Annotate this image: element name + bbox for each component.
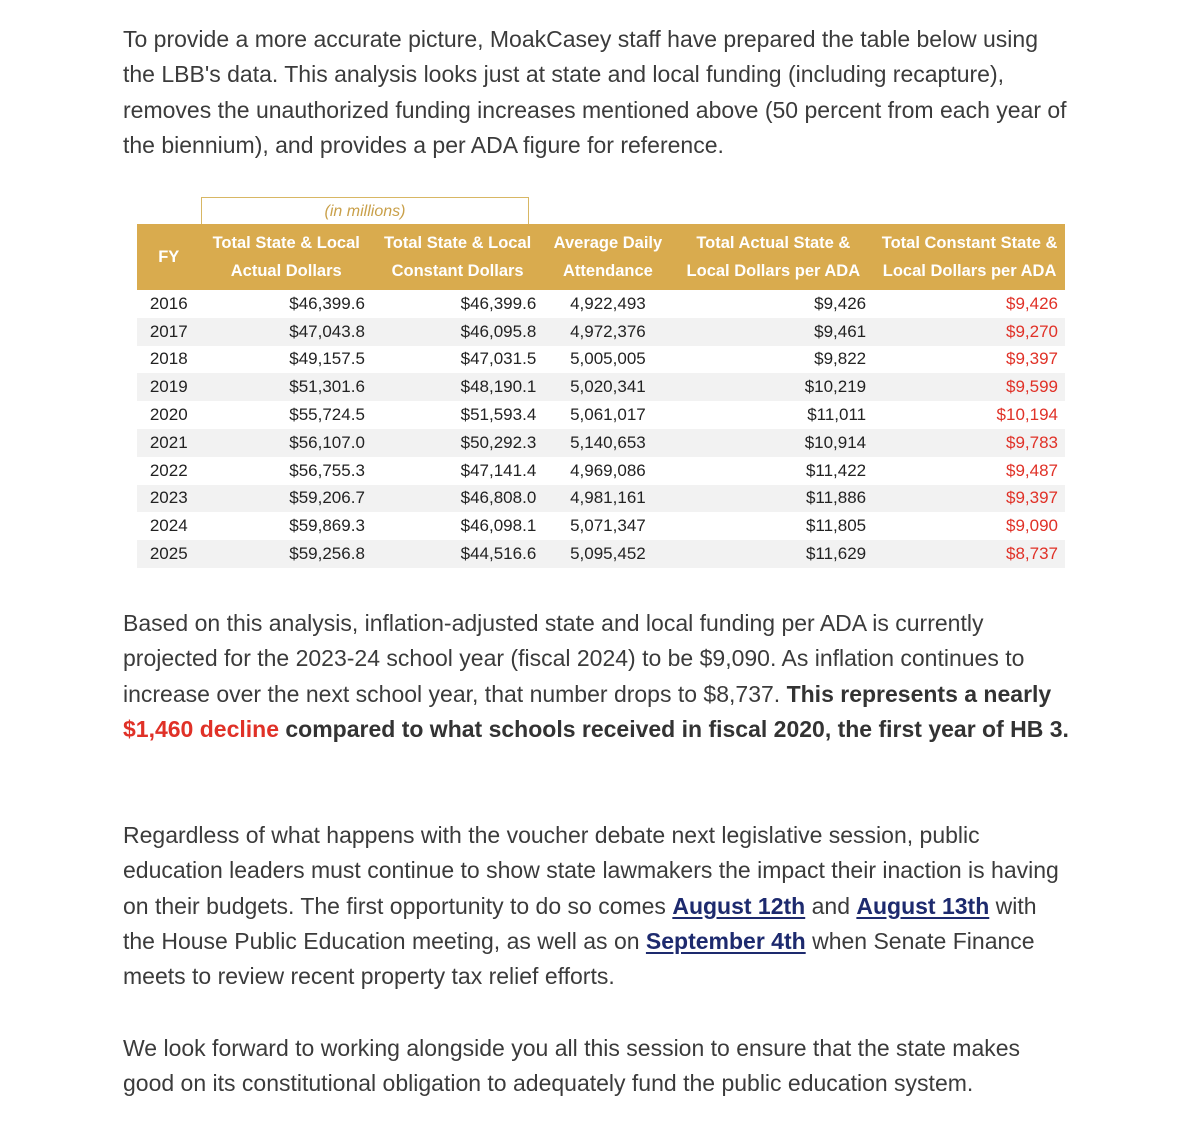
cell-actual: $51,301.6 <box>289 377 365 397</box>
cell-per-actual: $11,886 <box>805 488 867 508</box>
august-13-link[interactable]: August 13th <box>856 892 990 919</box>
cell-ada: 5,061,017 <box>570 405 646 425</box>
table-row <box>137 346 1065 374</box>
cell-per-actual: $10,914 <box>804 432 867 452</box>
cell-actual: $46,399.6 <box>289 293 365 313</box>
cell-per-actual: $9,461 <box>814 321 867 341</box>
cell-per-constant: $10,194 <box>996 405 1058 425</box>
cell-per-actual: $9,426 <box>814 293 867 313</box>
cell-per-actual: $11,011 <box>807 405 867 425</box>
header-constant-per-ada: Total Constant State & Local Dollars per ADA <box>881 234 1058 280</box>
september-4-link[interactable]: September 4th <box>645 927 806 954</box>
cell-actual: $55,724.5 <box>289 405 365 425</box>
table-row <box>137 373 1065 401</box>
cell-constant: $47,141.4 <box>460 460 537 480</box>
cell-constant: $46,098.1 <box>460 516 537 536</box>
cell-per-actual: $11,805 <box>805 516 867 536</box>
cell-per-constant: $9,397 <box>1006 349 1058 369</box>
analysis-bold-start: This represents a nearly <box>786 680 1052 707</box>
cell-per-constant: $9,090 <box>1006 516 1058 536</box>
header-actual-per-ada: Total Actual State & Local Dollars per ADA <box>686 234 861 280</box>
cell-constant: $47,031.5 <box>460 349 537 369</box>
cell-ada: 5,140,653 <box>570 432 646 452</box>
cell-ada: 5,071,347 <box>570 516 646 536</box>
cell-constant: $44,516.6 <box>460 544 537 564</box>
intro-paragraph: To provide a more accurate picture, MoakCasey staff have prepared the table below using the LBB's data. This analysis looks just at state and local funding (including recapture), removes the unauthorized funding increases mentioned above (50 percent from each year of the biennium), and provides a per ADA figure for reference. <box>123 26 1067 158</box>
table-row <box>137 457 1065 485</box>
cell-ada: 5,005,005 <box>570 349 646 369</box>
cell-actual: $47,043.8 <box>289 321 365 341</box>
closing-paragraph: We look forward to working alongside you all this session to ensure that the state makes good on its constitutional obligation to adequately fund the public education system. <box>123 1035 1021 1097</box>
cell-per-constant: $9,270 <box>1006 321 1058 341</box>
cell-constant: $46,095.8 <box>460 321 537 341</box>
cell-constant: $51,593.4 <box>460 405 537 425</box>
funding-table <box>137 224 1065 568</box>
cell-ada: 4,922,493 <box>570 293 646 313</box>
cell-actual: $59,256.8 <box>289 544 365 564</box>
cell-fy: 2020 <box>149 405 188 425</box>
cell-fy: 2018 <box>149 349 188 369</box>
cell-ada: 5,020,341 <box>570 377 646 397</box>
cell-actual: $49,157.5 <box>289 349 365 369</box>
cell-fy: 2017 <box>149 321 188 341</box>
cell-per-actual: $9,822 <box>814 349 867 369</box>
table-row <box>137 540 1065 568</box>
cell-per-constant: $9,599 <box>1006 377 1058 397</box>
analysis-bold-end: compared to what schools received in fiscal 2020, the first year of HB 3. <box>279 715 1069 742</box>
cell-fy: 2022 <box>149 460 188 480</box>
cell-per-constant: $9,487 <box>1006 460 1058 480</box>
header-average-daily-attendance: Average Daily Attendance <box>553 234 663 280</box>
table-unit-note: (in millions) <box>201 197 529 224</box>
cell-ada: 5,095,452 <box>570 544 646 564</box>
header-actual-dollars: Total State & Local Actual Dollars <box>212 234 360 280</box>
header-fy: FY <box>158 248 180 266</box>
table-row <box>137 401 1065 429</box>
cell-fy: 2023 <box>149 488 188 508</box>
cell-constant: $46,808.0 <box>460 488 537 508</box>
cell-per-constant: $9,397 <box>1006 488 1058 508</box>
cell-fy: 2019 <box>149 377 188 397</box>
table-row <box>137 318 1065 346</box>
regardless-text-3: with the House Public Education meeting, as well as on <box>123 892 1037 954</box>
cell-actual: $56,107.0 <box>289 432 365 452</box>
cell-fy: 2016 <box>149 293 188 313</box>
cell-fy: 2021 <box>149 432 188 452</box>
cell-per-constant: $9,783 <box>1006 432 1058 452</box>
cell-actual: $59,206.7 <box>289 488 365 508</box>
august-12-link[interactable]: August 12th <box>672 892 806 919</box>
cell-per-actual: $11,629 <box>805 544 867 564</box>
cell-per-actual: $11,422 <box>805 460 867 480</box>
table-header-row <box>137 224 1065 290</box>
table-row <box>137 512 1065 540</box>
cell-constant: $46,399.6 <box>460 293 537 313</box>
analysis-text: Based on this analysis, inflation-adjusted state and local funding per ADA is currently projected for the 2023-24 school year (fiscal 2024) to be $9,090. As inflation continues to increase over the next school year, that number drops to $8,737. <box>123 610 1025 707</box>
regardless-text-4: when Senate Finance meets to review recent property tax relief efforts. <box>123 927 1035 990</box>
cell-ada: 4,969,086 <box>570 460 646 480</box>
table-row <box>137 485 1065 513</box>
cell-constant: $50,292.3 <box>460 432 537 452</box>
cell-fy: 2025 <box>149 544 188 564</box>
analysis-paragraph <box>123 606 1073 747</box>
cell-constant: $48,190.1 <box>460 377 537 397</box>
cell-actual: $56,755.3 <box>289 460 365 480</box>
table-row <box>137 429 1065 457</box>
table-row <box>137 290 1065 318</box>
regardless-paragraph <box>123 818 1073 994</box>
regardless-text-2: and <box>805 892 857 919</box>
cell-ada: 4,972,376 <box>570 321 646 341</box>
cell-ada: 4,981,161 <box>570 488 646 508</box>
cell-actual: $59,869.3 <box>289 516 365 536</box>
cell-fy: 2024 <box>149 516 188 536</box>
cell-per-constant: $8,737 <box>1006 544 1058 564</box>
regardless-text-1: Regardless of what happens with the voucher debate next legislative session, public education leaders must continue to show state lawmakers the impact their inaction is having on their budgets. The first opportunity to do so comes <box>123 822 1059 919</box>
decline-highlight: $1,460 decline <box>123 715 279 742</box>
header-constant-dollars: Total State & Local Constant Dollars <box>383 234 532 280</box>
cell-per-actual: $10,219 <box>804 377 867 397</box>
cell-per-constant: $9,426 <box>1006 293 1058 313</box>
